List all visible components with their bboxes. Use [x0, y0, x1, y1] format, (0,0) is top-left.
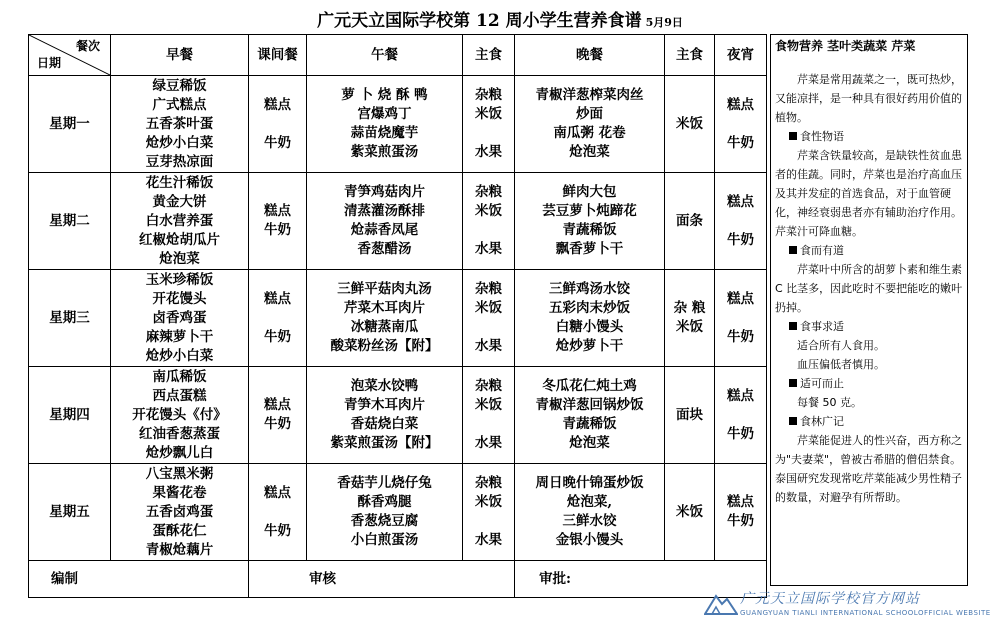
corner-date-label: 日期 [37, 56, 62, 70]
compiled-label: 编制 [29, 561, 249, 598]
lunch-staple-cell-line: 杂粮 [475, 378, 502, 394]
corner-cell [29, 35, 111, 76]
breakfast-cell-line: 麻辣萝卜干 [145, 328, 214, 345]
website-watermark [700, 582, 995, 630]
night-snack-cell-line: 牛奶 [727, 425, 754, 442]
dinner-staple-cell-line: 面条 [676, 212, 703, 229]
dinner-cell-line: 飘香萝卜干 [555, 241, 624, 257]
day-label: 星期二 [29, 173, 111, 270]
snack-cell-line: 糕点 [264, 290, 291, 307]
night-snack-cell-line [715, 115, 766, 134]
breakfast-cell-line: 西点蛋糕 [152, 387, 207, 404]
lunch-staple-cell [463, 367, 515, 464]
square-bullet-icon [789, 246, 797, 254]
lunch-cell-line: 香菇烧白菜 [350, 416, 419, 432]
day-row [29, 270, 767, 367]
day-row [29, 76, 767, 173]
lunch-cell-line: 紫菜煎蛋汤 [350, 144, 419, 160]
lunch-staple-cell [463, 270, 515, 367]
nutrition-sidebar [770, 34, 968, 586]
snack-cell-line [249, 503, 306, 522]
snack-cell-line: 糕点 [264, 203, 291, 219]
lunch-cell-line: 泡菜水饺鸭 [350, 378, 419, 394]
night-snack-cell-line: 糕点 [727, 387, 754, 404]
day-row [29, 173, 767, 270]
lunch-staple-cell-line: 米饭 [475, 203, 502, 219]
snack-cell [249, 76, 307, 173]
dinner-cell-line: 三鲜鸡汤水饺 [549, 281, 630, 297]
lunch-staple-cell-line: 杂粮 [475, 87, 502, 103]
breakfast-cell-line: 花生汁稀饭 [145, 174, 214, 191]
snack-cell-line: 牛奶 [264, 222, 291, 238]
col-night-snack: 夜宵 [715, 35, 767, 76]
night-snack-cell-line: 糕点 [727, 494, 754, 510]
snack-cell-line: 牛奶 [264, 522, 291, 539]
section-text: 血压偏低者慎用。 [797, 358, 885, 371]
dinner-staple-cell [665, 173, 715, 270]
day-label: 星期五 [29, 464, 111, 561]
breakfast-cell-line: 广式糕点 [152, 96, 207, 113]
lunch-staple-cell-line: 水果 [475, 532, 502, 548]
snack-cell-line [249, 309, 306, 328]
lunch-staple-cell-line: 水果 [475, 241, 502, 257]
breakfast-cell-line: 绿豆稀饭 [152, 77, 207, 94]
snack-cell [249, 173, 307, 270]
dinner-cell [515, 173, 665, 270]
dinner-cell-line: 冬瓜花仁炖土鸡 [542, 378, 637, 394]
snack-cell-line: 牛奶 [264, 328, 291, 345]
lunch-cell [307, 367, 463, 464]
lunch-cell-line: 小白煎蛋汤 [350, 532, 419, 548]
breakfast-cell-line: 果酱花卷 [152, 484, 207, 501]
dinner-staple-cell [665, 270, 715, 367]
breakfast-cell-line: 豆芽热凉面 [145, 153, 214, 170]
breakfast-cell-line: 五香茶叶蛋 [145, 115, 214, 132]
breakfast-cell-line: 卤香鸡蛋 [152, 309, 207, 326]
lunch-cell [307, 464, 463, 561]
square-bullet-icon [789, 417, 797, 425]
section-title: 食林广记 [775, 412, 963, 431]
breakfast-cell [111, 367, 249, 464]
dinner-staple-cell-line: 米饭 [676, 319, 703, 335]
section-title: 食性物语 [775, 127, 963, 146]
section-text: 芹菜能促进人的性兴奋，西方称之为"夫妻菜"，曾被古希腊的僧侣禁食。 [775, 434, 962, 466]
dinner-staple-cell [665, 76, 715, 173]
section-text: 芹菜含铁量较高，是缺铁性贫血患者的佳蔬。同时，芹菜也是治疗高血压及其并发症的首选食品，对于血管硬化，神经衰弱患者亦有辅助治疗作用。芹菜汁可降血糖。 [775, 149, 962, 238]
dinner-cell-line: 青蔬稀饭 [562, 222, 617, 238]
lunch-staple-cell-line: 水果 [475, 338, 502, 354]
breakfast-cell-line: 青椒炝藕片 [145, 541, 214, 558]
snack-cell [249, 270, 307, 367]
breakfast-cell [111, 173, 249, 270]
lunch-staple-cell-line [463, 415, 514, 434]
reviewed-label: 审核 [249, 561, 515, 598]
day-row [29, 464, 767, 561]
night-snack-cell-line [715, 309, 766, 328]
dinner-cell-line: 白糖小馒头 [555, 319, 624, 335]
section-title: 适可而止 [775, 374, 963, 393]
lunch-cell-line: 宫爆鸡丁 [357, 106, 412, 122]
lunch-staple-cell-line [463, 318, 514, 337]
lunch-cell-line: 香葱烧豆腐 [350, 513, 419, 529]
snack-cell-line [249, 115, 306, 134]
section-title: 食事求适 [775, 317, 963, 336]
breakfast-cell-line: 炝炒小白菜 [145, 134, 214, 151]
lunch-cell-line: 蒜苗烧魔芋 [350, 125, 419, 141]
dinner-cell-line: 青椒洋葱榨菜肉丝 [535, 87, 644, 103]
snack-cell-line: 糕点 [264, 96, 291, 113]
section-title: 食而有道 [775, 241, 963, 260]
section-text: 芹菜叶中所含的胡萝卜素和维生素 C 比茎多，因此吃时不要把能吃的嫩叶扔掉。 [775, 263, 963, 314]
lunch-cell-line: 青笋鸡菇肉片 [344, 184, 425, 200]
breakfast-cell-line: 白水营养蛋 [145, 212, 214, 229]
dinner-cell-line: 炝泡菜 [569, 144, 610, 160]
lunch-cell [307, 76, 463, 173]
section-text: 适合所有人食用。 [797, 339, 885, 352]
dinner-cell [515, 367, 665, 464]
lunch-cell-line: 香菇芋儿烧仔兔 [337, 475, 432, 491]
dinner-staple-cell-line: 米饭 [676, 115, 703, 132]
dinner-cell [515, 270, 665, 367]
lunch-staple-cell [463, 173, 515, 270]
breakfast-cell-line: 红油香葱蒸蛋 [139, 425, 220, 442]
lunch-staple-cell-line [463, 124, 514, 143]
night-snack-cell [715, 173, 767, 270]
breakfast-cell [111, 464, 249, 561]
day-label: 星期三 [29, 270, 111, 367]
breakfast-cell [111, 270, 249, 367]
lunch-cell-line: 三鲜平菇肉丸汤 [337, 281, 432, 297]
breakfast-cell-line: 炝炒飘儿白 [145, 444, 214, 461]
breakfast-cell-line: 南瓜稀饭 [152, 368, 207, 385]
dinner-cell-line: 炝泡菜 [569, 435, 610, 451]
night-snack-cell-line: 糕点 [727, 193, 754, 210]
dinner-cell-line: 三鲜水饺 [562, 513, 617, 529]
lunch-cell [307, 173, 463, 270]
breakfast-cell-line: 玉米珍稀饭 [145, 271, 214, 288]
lunch-staple-cell-line: 米饭 [475, 300, 502, 316]
night-snack-cell-line: 牛奶 [727, 231, 754, 248]
breakfast-cell-line: 红椒炝胡瓜片 [139, 231, 220, 248]
lunch-staple-cell-line: 杂粮 [475, 475, 502, 491]
dinner-staple-cell-line: 杂 粮 [673, 300, 706, 316]
breakfast-cell-line: 开花馒头 [152, 290, 207, 307]
square-bullet-icon [789, 322, 797, 330]
dinner-cell-line: 炒面 [576, 106, 603, 122]
page-title: 广元天立国际学校第 12 周小学生营养食谱 5月9日 [317, 11, 683, 31]
lunch-cell-line: 炝蒜香凤尾 [350, 222, 419, 238]
day-label: 星期四 [29, 367, 111, 464]
dinner-cell-line: 炝泡菜, [566, 494, 613, 510]
night-snack-cell [715, 76, 767, 173]
lunch-cell-line: 清蒸灌汤酥排 [344, 203, 425, 219]
lunch-staple-cell-line: 米饭 [475, 397, 502, 413]
lunch-cell [307, 270, 463, 367]
menu-table [28, 34, 767, 598]
breakfast-cell-line: 蛋酥花仁 [152, 522, 207, 539]
mountain-logo-icon [704, 590, 738, 616]
breakfast-cell-line: 开花馒头《付》 [132, 406, 227, 423]
night-snack-cell-line: 糕点 [727, 290, 754, 307]
dinner-staple-cell-line: 面块 [676, 406, 703, 423]
snack-cell-line: 糕点 [264, 397, 291, 413]
lunch-cell-line: 紫菜煎蛋汤【附】 [330, 435, 439, 451]
night-snack-cell [715, 464, 767, 561]
lunch-staple-cell-line [463, 221, 514, 240]
night-snack-cell-line [715, 406, 766, 425]
snack-cell [249, 367, 307, 464]
lunch-staple-cell-line: 水果 [475, 144, 502, 160]
lunch-cell-line: 酥香鸡腿 [357, 494, 412, 510]
dinner-cell-line: 金银小馒头 [555, 532, 624, 548]
col-staple-dinner: 主食 [665, 35, 715, 76]
day-row [29, 367, 767, 464]
dinner-cell-line: 五彩肉末炒饭 [549, 300, 630, 316]
approved-label: 审批: [515, 561, 767, 598]
watermark-text: 广元天立国际学校官方网站 [740, 591, 920, 607]
night-snack-cell-line: 牛奶 [727, 513, 754, 529]
col-dinner: 晚餐 [515, 35, 665, 76]
dinner-staple-cell-line: 米饭 [676, 503, 703, 520]
night-snack-cell [715, 270, 767, 367]
snack-cell-line: 牛奶 [264, 416, 291, 432]
lunch-staple-cell-line: 米饭 [475, 494, 502, 510]
night-snack-cell-line: 牛奶 [727, 134, 754, 151]
square-bullet-icon [789, 132, 797, 140]
dinner-cell-line: 炝炒萝卜干 [555, 338, 624, 354]
lunch-staple-cell-line: 杂粮 [475, 184, 502, 200]
lunch-staple-cell-line: 水果 [475, 435, 502, 451]
snack-cell-line: 牛奶 [264, 134, 291, 151]
square-bullet-icon [789, 379, 797, 387]
dinner-cell-line: 鲜肉大包 [562, 184, 617, 200]
night-snack-cell-line: 糕点 [727, 96, 754, 113]
snack-cell [249, 464, 307, 561]
dinner-cell-line: 芸豆萝卜炖蹄花 [542, 203, 637, 219]
dinner-cell-line: 周日晚什锦蛋炒饭 [535, 475, 644, 491]
section-text: 泰国研究发现常吃芹菜能减少男性精子的数量，对避孕有所帮助。 [775, 472, 962, 504]
breakfast-cell-line: 炝泡菜 [159, 250, 200, 267]
lunch-cell-line: 香葱醋汤 [357, 241, 412, 257]
section-text: 每餐 50 克。 [797, 396, 862, 409]
dinner-staple-cell [665, 367, 715, 464]
sidebar-heading: 食物营养 茎叶类蔬菜 芹菜 [775, 39, 916, 53]
day-label: 星期一 [29, 76, 111, 173]
night-snack-cell [715, 367, 767, 464]
menu-date: 5月9日 [645, 16, 683, 29]
lunch-staple-cell-line: 米饭 [475, 106, 502, 122]
lunch-staple-cell [463, 464, 515, 561]
dinner-cell [515, 76, 665, 173]
dinner-cell-line: 南瓜粥 花卷 [553, 125, 626, 141]
dinner-cell-line: 青椒洋葱回锅炒饭 [535, 397, 644, 413]
breakfast-cell-line: 炝炒小白菜 [145, 347, 214, 364]
header-row [29, 35, 767, 76]
breakfast-cell [111, 76, 249, 173]
lunch-cell-line: 萝 卜 烧 酥 鸭 [341, 87, 428, 103]
lunch-staple-cell-line: 杂粮 [475, 281, 502, 297]
col-lunch: 午餐 [307, 35, 463, 76]
night-snack-cell-line [715, 212, 766, 231]
lunch-cell-line: 芹菜木耳肉片 [344, 300, 425, 316]
watermark-subtext: GUANGYUAN TIANLI INTERNATIONAL SCHOOLOFFICIAL WEBSITE [740, 609, 991, 617]
signature-row [29, 561, 767, 598]
dinner-cell [515, 464, 665, 561]
corner-meal-label: 餐次 [75, 39, 100, 53]
dinner-cell-line: 青蔬稀饭 [562, 416, 617, 432]
lunch-cell-line: 冰糖蒸南瓜 [350, 319, 419, 335]
dinner-staple-cell [665, 464, 715, 561]
lunch-staple-cell-line [463, 512, 514, 531]
lunch-cell-line: 青笋木耳肉片 [344, 397, 425, 413]
snack-cell-line: 糕点 [264, 484, 291, 501]
lunch-staple-cell [463, 76, 515, 173]
lunch-cell-line: 酸菜粉丝汤【附】 [330, 338, 439, 354]
col-snack: 课间餐 [249, 35, 307, 76]
col-staple-lunch: 主食 [463, 35, 515, 76]
night-snack-cell-line: 牛奶 [727, 328, 754, 345]
col-breakfast: 早餐 [111, 35, 249, 76]
breakfast-cell-line: 五香卤鸡蛋 [145, 503, 214, 520]
breakfast-cell-line: 黄金大饼 [152, 193, 207, 210]
breakfast-cell-line: 八宝黑米粥 [145, 465, 214, 482]
sidebar-intro: 芹菜是常用蔬菜之一，既可热炒，又能凉拌，是一种具有很好药用价值的植物。 [775, 73, 962, 124]
